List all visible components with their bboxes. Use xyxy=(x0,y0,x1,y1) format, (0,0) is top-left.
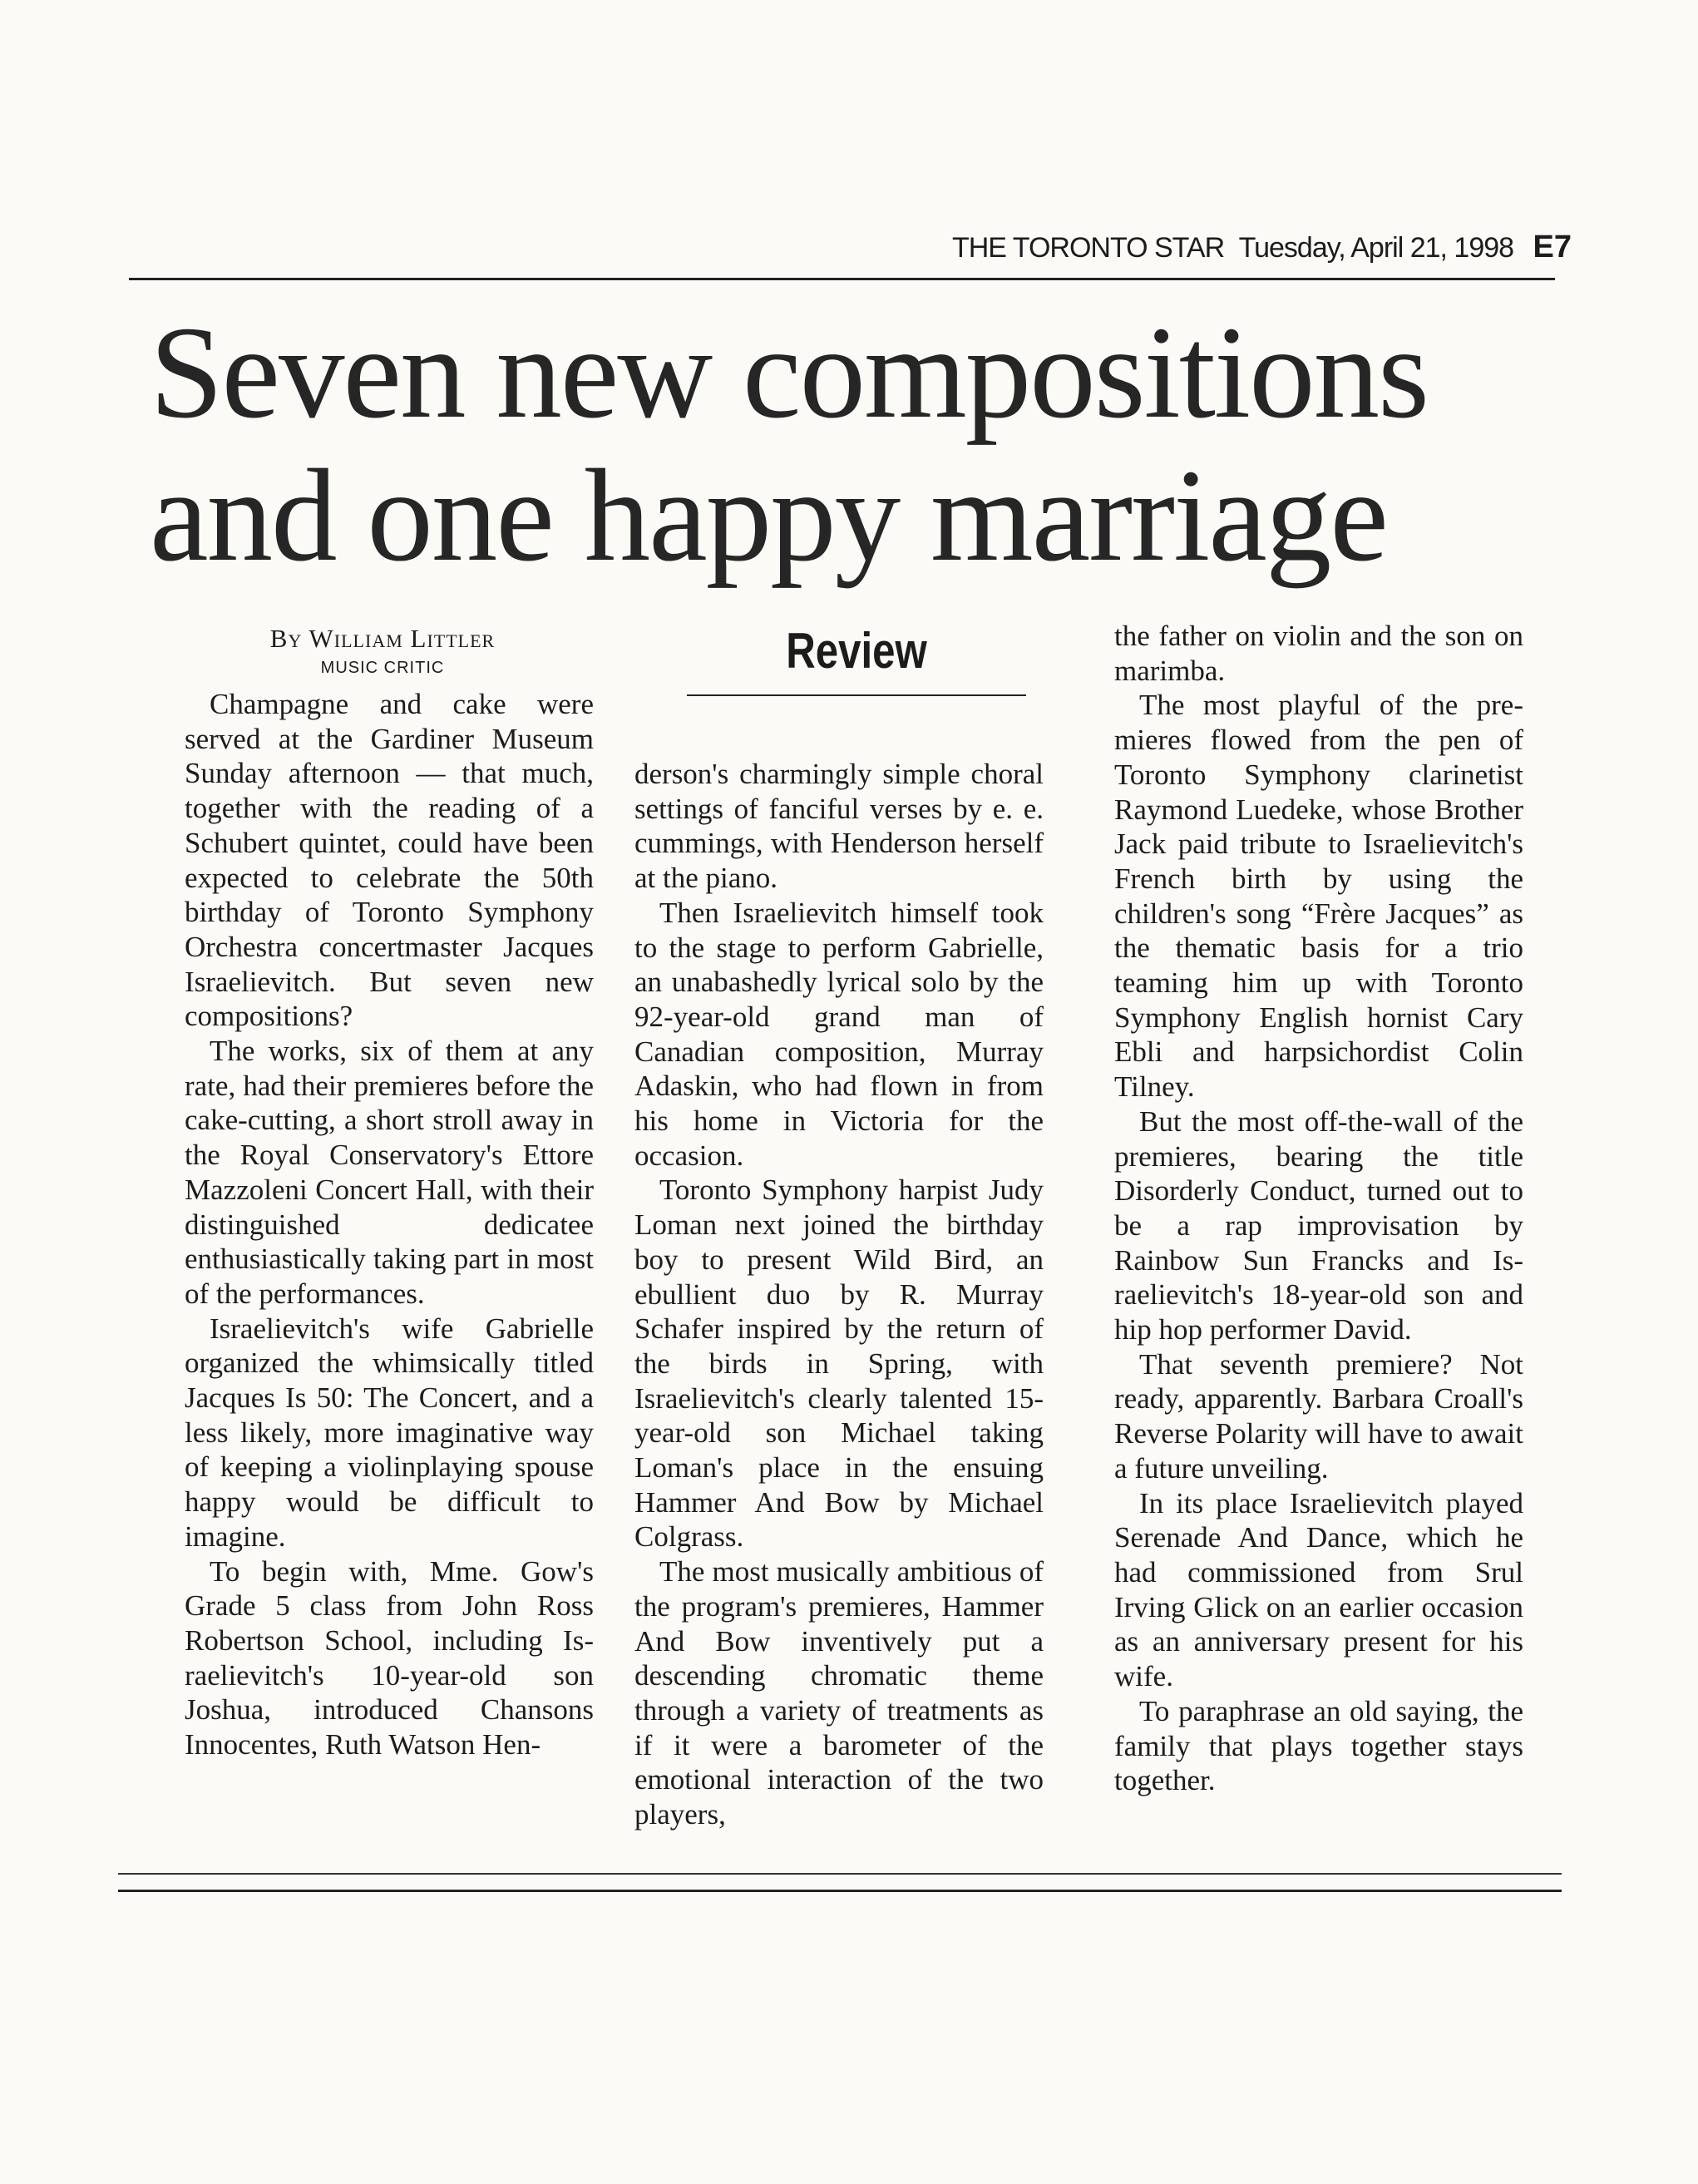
paragraph: derson's charmingly simple choral settings of fanciful verses by e. e. cummings, with Henderson herself at the piano. xyxy=(634,758,1044,895)
headline-line-2: and one happy marriage xyxy=(150,442,1387,589)
headline xyxy=(150,301,1563,587)
masthead xyxy=(952,230,1572,265)
section-label: Review xyxy=(786,623,927,679)
bottom-rule xyxy=(118,1873,1562,1875)
paragraph: The works, six of them at any rate, had their premieres before the cake-cutting, a short stroll away in the Royal Conservatory's Ettore Mazzoleni Concert Hall, with their distinguished dedicatee enthusiastically taking part in most of the performances. xyxy=(185,1035,594,1310)
article-column-2 xyxy=(634,757,1044,1832)
paragraph: To begin with, Mme. Gow's Grade 5 class from John Ross Robertson School, including Israelievitch's 10-year-old son Joshua, introduced Chansons Innocentes, Ruth Watson Hen- xyxy=(185,1554,594,1762)
paragraph: That seventh premiere? Not ready, apparently. Barbara Croall's Reverse Polarity will have to await a future unveiling. xyxy=(1114,1347,1523,1485)
publication-date: Tuesday, April 21, 1998 xyxy=(1238,232,1514,264)
paragraph: The most playful of the premieres flowed from the pen of Toronto Symphony clarinetist Raymond Luedeke, whose Brother Jack paid tribute to Israelievitch's French birth by using the children's song “Frère Jacques” as the thematic basis for a trio teaming him up with Toronto Symphony English hornist Cary Ebli and harpsichordist Colin Tilney. xyxy=(1114,689,1523,1104)
byline-author: By William Littler xyxy=(269,624,496,653)
paragraph: Toronto Symphony harpist Judy Loman next joined the birthday boy to present Wild Bird, an ebullient duo by R. Murray Schafer inspired by the return of the birds in Spring, with Israelievitch's clearly talented 15-year-old son Michael taking Loman's place in the ensuing Hammer And Bow by Michael Colgrass. xyxy=(634,1174,1044,1554)
paragraph: Israelievitch's wife Gabrielle organized the whimsically titled Jacques Is 50: The Concert, and a less likely, more imaginative way of keeping a violinplaying spouse happy would be difficult to imagine. xyxy=(185,1312,594,1553)
byline-role: MUSIC CRITIC xyxy=(320,659,445,677)
paragraph: But the most off-the-wall of the premieres, bearing the title Disorderly Conduct, turned out to be a rap improvisation by Rainbow Sun Francks and Israelievitch's 18-year-old son and hip hop performer David. xyxy=(1114,1104,1523,1346)
top-rule xyxy=(129,278,1555,280)
byline xyxy=(225,624,540,654)
paragraph: Champagne and cake were served at the Gardiner Museum Sunday afternoon — that much, together with the reading of a Schubert quintet, could have been expected to celebrate the 50th birthday of Toronto Symphony Orchestra concertmaster Jacques Israelievitch. But seven new compositions? xyxy=(185,688,594,1033)
article-column-3 xyxy=(1114,619,1523,1798)
newspaper-name: THE TORONTO STAR xyxy=(951,232,1225,264)
paragraph: To paraphrase an old saying, the family that plays together stays together. xyxy=(1114,1694,1523,1797)
paragraph: Then Israelievitch himself took to the stage to perform Gabrielle, an unabashedly lyrical solo by the 92-year-old grand man of Canadian composition, Murray Adaskin, who had flown in from his home in Victoria for the occasion. xyxy=(634,896,1044,1172)
paragraph: the father on violin and the son on marimba. xyxy=(1114,620,1523,687)
section-label-rule xyxy=(687,694,1026,696)
headline-line-1: Seven new compositions xyxy=(150,299,1428,446)
bottom-rule-heavy xyxy=(118,1890,1562,1892)
article-column-1 xyxy=(185,687,594,1762)
paragraph: In its place Israelievitch played Serenade And Dance, which he had commissioned from Srul Irving Glick on an earlier occasion as an anniversary present for his wife. xyxy=(1114,1486,1523,1693)
page-number: E7 xyxy=(1533,230,1572,264)
paragraph: The most musically ambitious of the program's premieres, Hammer And Bow inventively put a descending chromatic theme through a variety of treatments as if it were a barometer of the emotional interaction of the two players, xyxy=(634,1555,1044,1831)
